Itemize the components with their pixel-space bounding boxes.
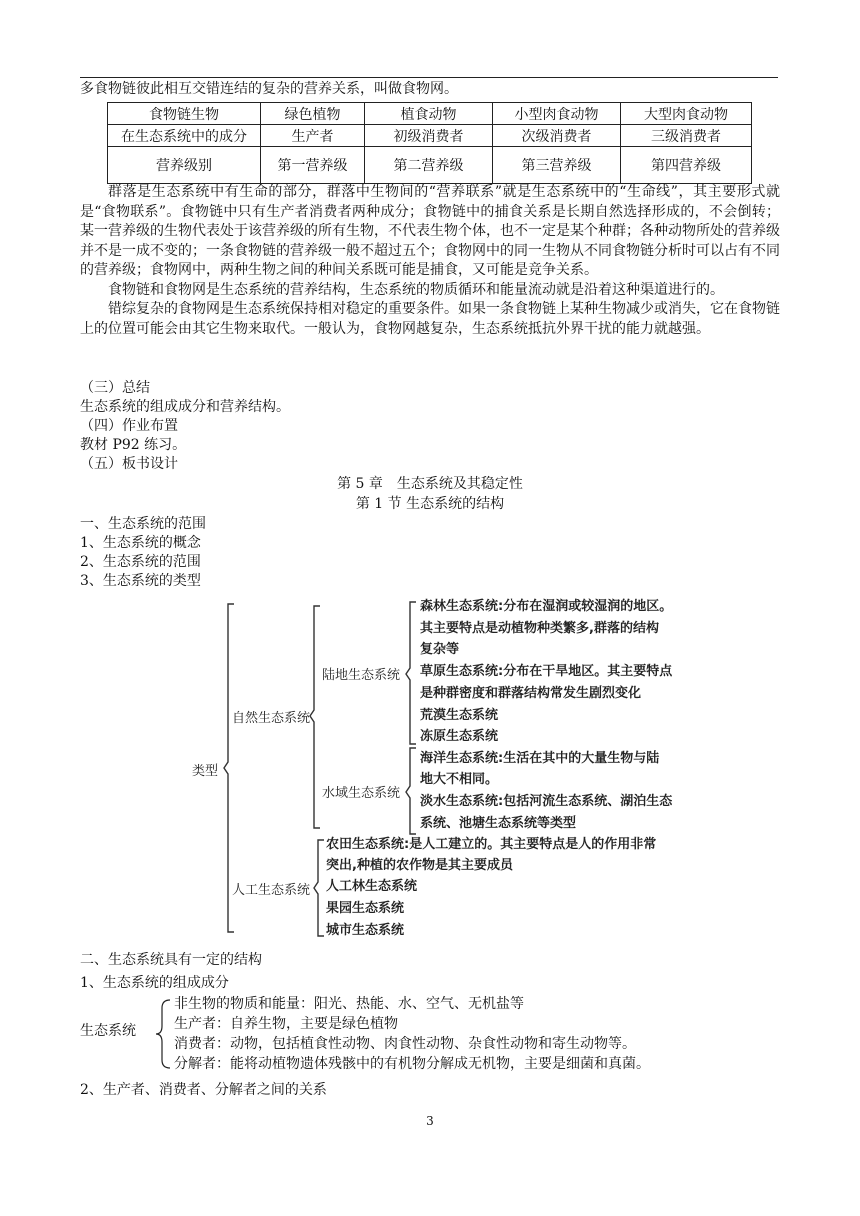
table-cell: 营养级别 — [108, 147, 261, 184]
component-item: 生产者：自养生物，主要是绿色植物 — [174, 1016, 398, 1032]
diagram-line: 城市生态系统 — [326, 923, 405, 938]
table-cell: 第四营养级 — [621, 147, 752, 184]
page-number: 3 — [426, 1114, 434, 1128]
diagram-line: 荒漠生态系统 — [420, 708, 499, 723]
homework-heading: （四）作业布置 — [80, 418, 178, 434]
table-cell: 在生态系统中的成分 — [108, 125, 261, 147]
artificial-ecosystem-label: 人工生态系统 — [232, 883, 311, 898]
paragraph: 群落是生态系统中有生命的部分，群落中生物间的“营养联系”就是生态系统中的“生命线”，其主要形式就是“食物联系”。食物链中只有生产者消费者两种成分；食物链中的捕食关系是长期自然选择形成的，不会倒转；某一营养级的生物代表处于该营养级的所有生物，不代表生物个体，也不一定是某个种群；各种动物所处的营养级并不是一成不变的；一条食物链的营养级一般不超过五个；食物网中的同一生物从不同食物链分析时可以占有不同的营养级；食物网中，两种生物之间的种间关系既可能是捕食，又可能是竞争关系。 — [80, 184, 780, 278]
outline-item: 3、生态系统的类型 — [80, 573, 201, 589]
diagram-line: 淡水生态系统:包括河流生态系统、湖泊生态 — [420, 794, 673, 809]
table-cell: 三级消费者 — [621, 125, 752, 147]
table-cell: 小型肉食动物 — [493, 103, 621, 125]
summary-heading: （三）总结 — [80, 380, 150, 396]
table-cell: 食物链生物 — [108, 103, 261, 125]
summary-text: 生态系统的组成成分和营养结构。 — [80, 399, 290, 415]
diagram-line: 人工林生态系统 — [326, 879, 418, 894]
table-cell: 次级消费者 — [493, 125, 621, 147]
diagram-line: 是种群密度和群落结构常发生剧烈变化 — [420, 686, 642, 701]
diagram-line: 森林生态系统:分布在湿润或较湿润的地区。 — [420, 599, 673, 614]
outline-item: 1、生态系统的概念 — [80, 535, 201, 551]
component-item: 消费者：动物，包括植食性动物、肉食性动物、杂食性动物和寄生动物等。 — [174, 1036, 636, 1052]
diagram-line: 果园生态系统 — [326, 901, 405, 916]
table-cell: 大型肉食动物 — [621, 103, 752, 125]
table-row — [108, 103, 752, 125]
diagram-line: 农田生态系统:是人工建立的。其主要特点是人的作用非常 — [326, 837, 657, 852]
ecosystem-types-diagram — [190, 596, 700, 942]
chapter-title: 第 5 章 生态系统及其稳定性 — [337, 476, 523, 492]
natural-ecosystem-label: 自然生态系统 — [232, 711, 311, 726]
table-row — [108, 125, 752, 147]
diagram-line: 突出,种植的农作物是其主要成员 — [326, 858, 513, 873]
table-cell: 植食动物 — [365, 103, 493, 125]
table-cell: 初级消费者 — [365, 125, 493, 147]
component-item: 分解者：能将动植物遗体残骸中的有机物分解成无机物，主要是细菌和真菌。 — [174, 1056, 650, 1072]
diagram-line: 系统、池塘生态系统等类型 — [420, 816, 577, 831]
outline-heading: 一、生态系统的范围 — [80, 516, 206, 532]
diagram-line: 草原生态系统:分布在干旱地区。其主要特点 — [420, 664, 673, 679]
component-item: 非生物的物质和能量：阳光、热能、水、空气、无机盐等 — [174, 996, 524, 1012]
components-block — [80, 994, 780, 1074]
table-cell: 生产者 — [261, 125, 365, 147]
paragraph: 错综复杂的食物网是生态系统保持相对稳定的重要条件。如果一条食物链上某种生物减少或消失，它在食物链上的位置可能会由其它生物来取代。一般认为，食物网越复杂，生态系统抵抗外界干扰的能力就越强。 — [80, 301, 780, 337]
body-text — [80, 183, 780, 339]
table-row — [108, 147, 752, 184]
section2-sub2: 2、生产者、消费者、分解者之间的关系 — [80, 1082, 327, 1098]
food-chain-table — [107, 102, 752, 184]
board-heading: （五）板书设计 — [80, 456, 178, 472]
components-label: 生态系统 — [80, 1023, 136, 1039]
diagram-line: 冻原生态系统 — [420, 729, 499, 744]
outline-item: 2、生态系统的范围 — [80, 554, 201, 570]
section2-sub1: 1、生态系统的组成成分 — [80, 975, 229, 991]
section-title: 第 1 节 生态系统的结构 — [355, 496, 505, 512]
section2-heading: 二、生态系统具有一定的结构 — [80, 952, 262, 968]
table-cell: 绿色植物 — [261, 103, 365, 125]
water-ecosystem-label: 水域生态系统 — [322, 786, 401, 801]
paragraph: 食物链和食物网是生态系统的营养结构，生态系统的物质循环和能量流动就是沿着这种渠道进行的。 — [108, 281, 724, 298]
homework-text: 教材 P92 练习。 — [80, 437, 187, 453]
diagram-line: 海洋生态系统:生活在其中的大量生物与陆 — [420, 751, 660, 766]
land-ecosystem-label: 陆地生态系统 — [322, 668, 401, 683]
header-rule — [80, 77, 778, 78]
table-cell: 第二营养级 — [365, 147, 493, 184]
diagram-line: 其主要特点是动植物种类繁多,群落的结构 — [420, 621, 659, 636]
intro-line: 多食物链彼此相互交错连结的复杂的营养关系，叫做食物网。 — [80, 81, 458, 97]
table-cell: 第三营养级 — [493, 147, 621, 184]
diagram-root-label: 类型 — [192, 764, 219, 779]
diagram-line: 地大不相同。 — [420, 772, 499, 787]
table-cell: 第一营养级 — [261, 147, 365, 184]
diagram-line: 复杂等 — [420, 642, 460, 657]
